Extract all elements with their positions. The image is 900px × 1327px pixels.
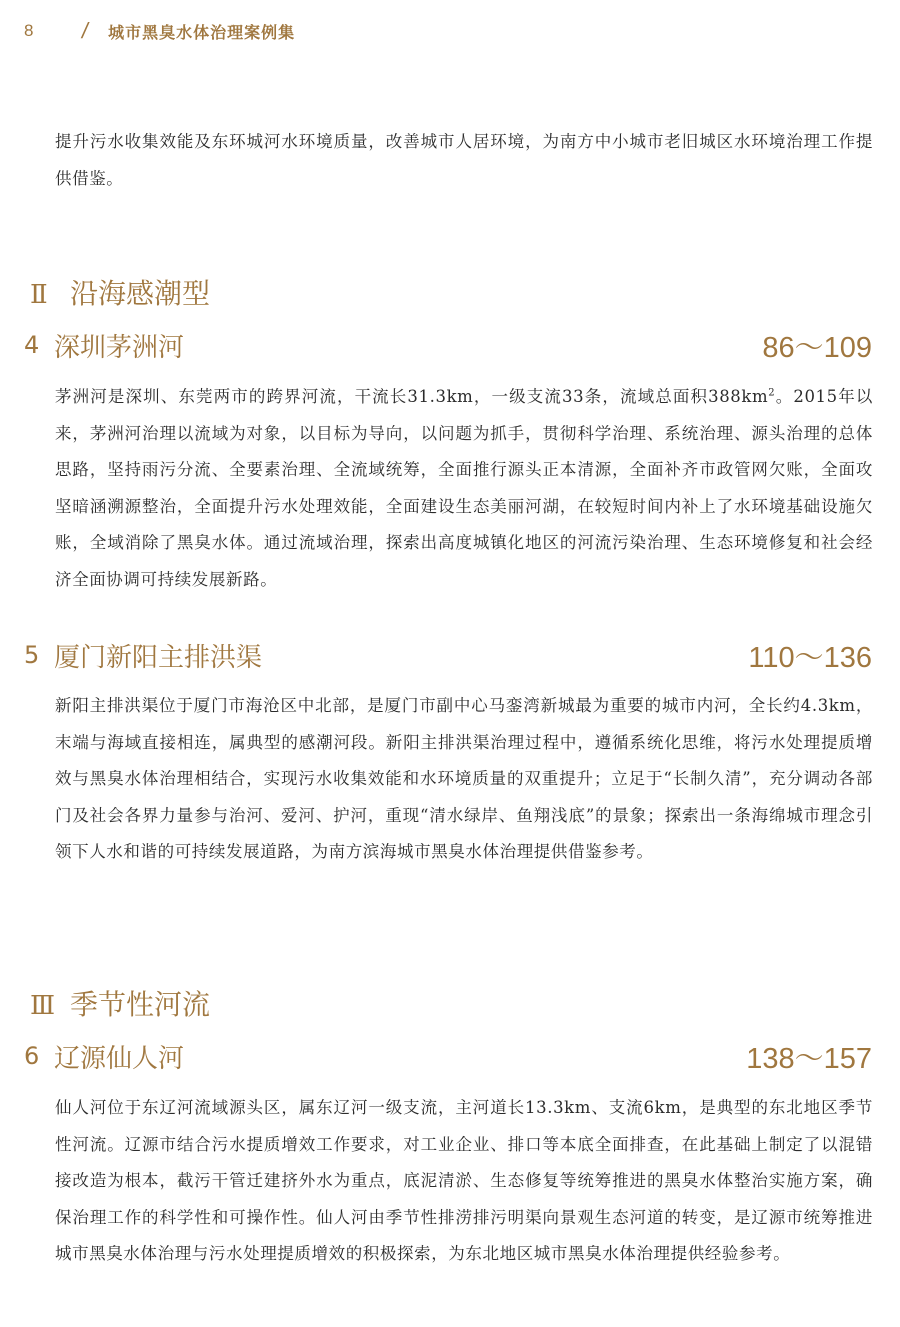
- case-heading: [24, 637, 872, 673]
- section-roman-numeral: Ⅲ: [30, 991, 56, 1021]
- case-description-text: 。2015年以来，茅洲河治理以流域为对象，以目标为导向，以问题为抓手，贯彻科学治理、系统治理、源头治理的总体思路，坚持雨污分流、全要素治理、全流域统筹，全面推行源头正本清源，全面补齐市政管网欠账，全面攻坚暗涵溯源整治，全面提升污水处理效能，全面建设生态美丽河湖，在较短时间内补上了水环境基础设施欠账，全域消除了黑臭水体。通过流域治理，探索出高度城镇化地区的河流污染治理、生态环境修复和社会经济全面协调可持续发展新路。: [55, 387, 873, 589]
- section-heading: [30, 272, 210, 312]
- running-title: 城市黑臭水体治理案例集: [108, 22, 296, 42]
- case-description-text: 茅洲河是深圳、东莞两市的跨界河流，干流长31.3km，一级支流33条，流域总面积388km: [55, 387, 769, 406]
- case-title: 辽源仙人河: [54, 1043, 185, 1074]
- case-page-range: 86～109: [762, 331, 872, 364]
- case-title: 厦门新阳主排洪渠: [54, 642, 263, 673]
- section-roman-numeral: Ⅱ: [30, 280, 48, 310]
- case-page-range: 138～157: [746, 1042, 872, 1075]
- case-heading: [24, 1038, 872, 1074]
- section-title: 沿海感潮型: [70, 277, 211, 310]
- case-number: 4: [24, 331, 40, 359]
- superscript: 2: [768, 387, 776, 399]
- case-description: 新阳主排洪渠位于厦门市海沧区中北部，是厦门市副中心马銮湾新城最为重要的城市内河，全长约4.3km，末端与海域直接相连，属典型的感潮河段。新阳主排洪渠治理过程中，遵循系统化思维，将污水处理提质增效与黑臭水体治理相结合，实现污水收集效能和水环境质量的双重提升；立足于“长制久清”，充分调动各部门及社会各界力量参与治河、爱河、护河，重现“清水绿岸、鱼翔浅底”的景象；探索出一条海绵城市理念引领下人水和谐的可持续发展道路，为南方滨海城市黑臭水体治理提供借鉴参考。: [55, 696, 873, 861]
- header-divider: /: [79, 18, 91, 43]
- case-number: 6: [24, 1042, 40, 1070]
- case-page-range: 110～136: [748, 641, 872, 674]
- running-header: [24, 18, 295, 44]
- case-description: 仙人河位于东辽河流域源头区，属东辽河一级支流，主河道长13.3km、支流6km，是典型的东北地区季节性河流。辽源市结合污水提质增效工作要求，对工业企业、排口等本底全面排查，在此基础上制定了以混错接改造为根本，截污干管迁建挤外水为重点，底泥清淤、生态修复等统筹推进的黑臭水体整治实施方案，确保治理工作的科学性和可操作性。仙人河由季节性排涝排污明渠向景观生态河道的转变，是辽源市统筹推进城市黑臭水体治理与污水处理提质增效的积极探索，为东北地区城市黑臭水体治理提供经验参考。: [55, 1098, 873, 1263]
- case-description: [55, 379, 873, 598]
- section-title: 季节性河流: [70, 988, 211, 1021]
- case-number: 5: [24, 641, 40, 669]
- case-heading: [24, 327, 872, 363]
- page-number: 8: [24, 21, 34, 40]
- intro-paragraph: 提升污水收集效能及东环城河水环境质量，改善城市人居环境，为南方中小城市老旧城区水环境治理工作提供借鉴。: [55, 132, 873, 188]
- case-title: 深圳茅洲河: [54, 332, 185, 363]
- section-heading: [30, 983, 210, 1023]
